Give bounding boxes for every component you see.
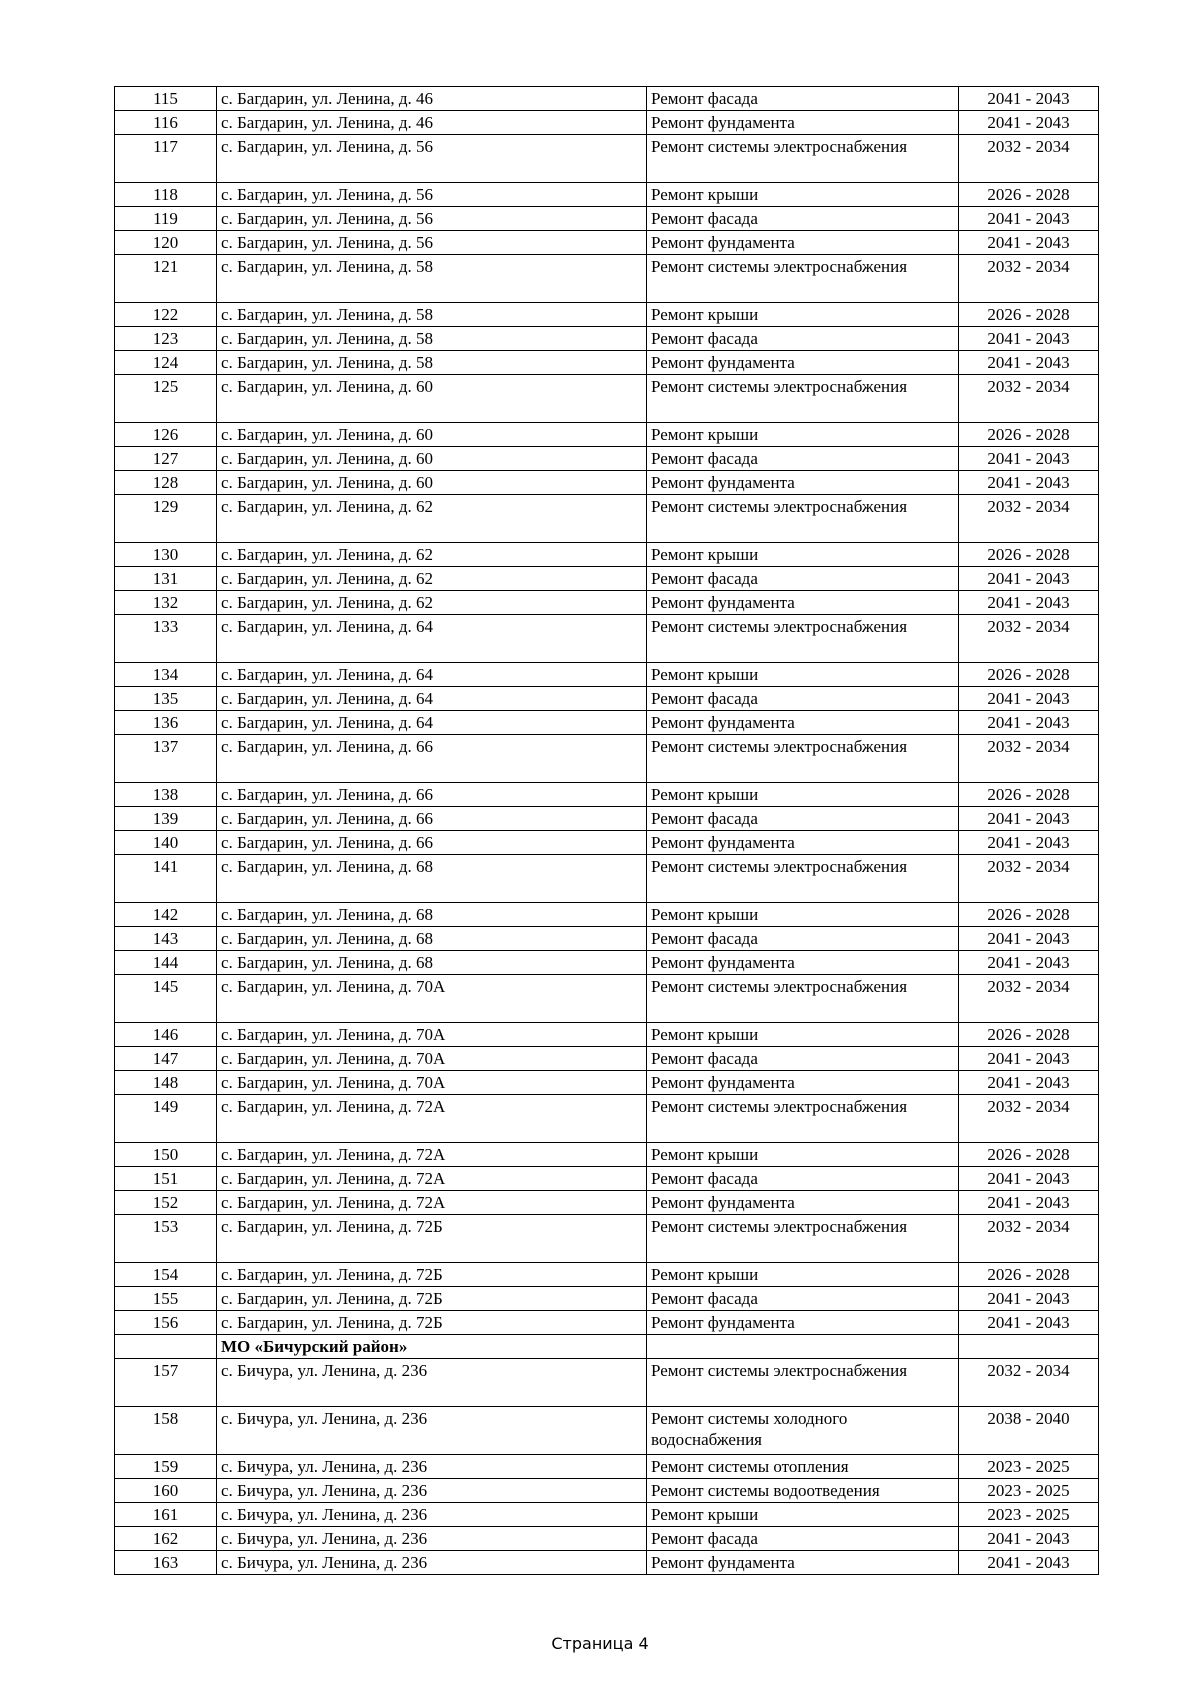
row-number-cell: 160 (115, 1479, 217, 1503)
row-number-cell: 118 (115, 183, 217, 207)
address-cell: с. Багдарин, ул. Ленина, д. 72Б (217, 1215, 647, 1263)
table-row (115, 1167, 1099, 1191)
address-cell: с. Багдарин, ул. Ленина, д. 66 (217, 735, 647, 783)
row-number-cell: 136 (115, 711, 217, 735)
row-number-cell: 115 (115, 87, 217, 111)
table-row (115, 903, 1099, 927)
period-cell: 2041 - 2043 (959, 351, 1099, 375)
work-type-cell: Ремонт системы электроснабжения (647, 1095, 959, 1143)
work-type-cell: Ремонт системы электроснабжения (647, 615, 959, 663)
row-number-cell: 125 (115, 375, 217, 423)
table-row (115, 135, 1099, 183)
period-cell: 2041 - 2043 (959, 687, 1099, 711)
address-cell: с. Багдарин, ул. Ленина, д. 72А (217, 1095, 647, 1143)
period-cell: 2041 - 2043 (959, 1527, 1099, 1551)
period-cell: 2038 - 2040 (959, 1407, 1099, 1455)
address-cell: с. Багдарин, ул. Ленина, д. 66 (217, 831, 647, 855)
work-type-cell: Ремонт фундамента (647, 951, 959, 975)
address-cell: с. Бичура, ул. Ленина, д. 236 (217, 1479, 647, 1503)
address-cell: с. Багдарин, ул. Ленина, д. 70А (217, 1047, 647, 1071)
work-type-cell: Ремонт крыши (647, 1143, 959, 1167)
period-cell: 2023 - 2025 (959, 1503, 1099, 1527)
work-type-cell: Ремонт крыши (647, 1263, 959, 1287)
period-cell: 2041 - 2043 (959, 327, 1099, 351)
row-number-cell: 163 (115, 1551, 217, 1575)
work-type-cell: Ремонт крыши (647, 663, 959, 687)
page-number: Страница 4 (551, 1634, 649, 1653)
address-cell: с. Багдарин, ул. Ленина, д. 70А (217, 1023, 647, 1047)
period-cell: 2032 - 2034 (959, 135, 1099, 183)
table-row (115, 687, 1099, 711)
table-row (115, 783, 1099, 807)
address-cell: с. Бичура, ул. Ленина, д. 236 (217, 1527, 647, 1551)
work-type-cell: Ремонт системы отопления (647, 1455, 959, 1479)
period-cell: 2041 - 2043 (959, 447, 1099, 471)
address-cell: с. Багдарин, ул. Ленина, д. 72А (217, 1143, 647, 1167)
period-cell: 2026 - 2028 (959, 183, 1099, 207)
row-number-cell: 123 (115, 327, 217, 351)
period-cell: 2041 - 2043 (959, 927, 1099, 951)
address-cell: с. Багдарин, ул. Ленина, д. 56 (217, 207, 647, 231)
period-cell: 2041 - 2043 (959, 1191, 1099, 1215)
table-row (115, 231, 1099, 255)
address-cell: с. Багдарин, ул. Ленина, д. 68 (217, 903, 647, 927)
work-type-cell: Ремонт фундамента (647, 1311, 959, 1335)
work-type-cell: Ремонт фасада (647, 687, 959, 711)
address-cell: с. Багдарин, ул. Ленина, д. 64 (217, 615, 647, 663)
work-type-cell: Ремонт фундамента (647, 591, 959, 615)
table-row (115, 1359, 1099, 1407)
table-row (115, 1095, 1099, 1143)
work-type-cell: Ремонт фасада (647, 87, 959, 111)
address-cell: с. Бичура, ул. Ленина, д. 236 (217, 1359, 647, 1407)
work-type-cell: Ремонт фасада (647, 327, 959, 351)
work-type-cell: Ремонт крыши (647, 783, 959, 807)
period-cell: 2026 - 2028 (959, 1143, 1099, 1167)
address-cell: с. Багдарин, ул. Ленина, д. 64 (217, 663, 647, 687)
table-row (115, 1263, 1099, 1287)
address-cell: с. Багдарин, ул. Ленина, д. 62 (217, 591, 647, 615)
address-cell: с. Багдарин, ул. Ленина, д. 56 (217, 135, 647, 183)
table-row (115, 1311, 1099, 1335)
row-number-cell: 131 (115, 567, 217, 591)
work-type-cell: Ремонт фундамента (647, 351, 959, 375)
table-row (115, 471, 1099, 495)
row-number-cell: 162 (115, 1527, 217, 1551)
row-number-cell: 119 (115, 207, 217, 231)
work-type-cell: Ремонт крыши (647, 423, 959, 447)
period-cell: 2026 - 2028 (959, 423, 1099, 447)
period-cell: 2032 - 2034 (959, 855, 1099, 903)
row-number-cell: 122 (115, 303, 217, 327)
table-row (115, 1143, 1099, 1167)
table-row (115, 1023, 1099, 1047)
table-row (115, 303, 1099, 327)
work-type-cell: Ремонт крыши (647, 543, 959, 567)
work-type-cell: Ремонт фасада (647, 927, 959, 951)
address-cell: с. Багдарин, ул. Ленина, д. 56 (217, 183, 647, 207)
address-cell: с. Багдарин, ул. Ленина, д. 72Б (217, 1287, 647, 1311)
period-cell: 2041 - 2043 (959, 1311, 1099, 1335)
work-type-cell: Ремонт системы электроснабжения (647, 975, 959, 1023)
row-number-cell: 121 (115, 255, 217, 303)
address-cell: с. Багдарин, ул. Ленина, д. 72Б (217, 1311, 647, 1335)
work-type-cell: Ремонт системы электроснабжения (647, 855, 959, 903)
work-type-cell: Ремонт крыши (647, 303, 959, 327)
table-row (115, 207, 1099, 231)
period-cell: 2026 - 2028 (959, 663, 1099, 687)
address-cell: с. Багдарин, ул. Ленина, д. 60 (217, 471, 647, 495)
address-cell: с. Бичура, ул. Ленина, д. 236 (217, 1455, 647, 1479)
period-cell: 2032 - 2034 (959, 1359, 1099, 1407)
row-number-cell: 140 (115, 831, 217, 855)
table-row (115, 375, 1099, 423)
work-type-cell: Ремонт фундамента (647, 1071, 959, 1095)
table-row (115, 327, 1099, 351)
address-cell: с. Багдарин, ул. Ленина, д. 64 (217, 687, 647, 711)
period-cell: 2041 - 2043 (959, 711, 1099, 735)
row-number-cell: 153 (115, 1215, 217, 1263)
table-row (115, 255, 1099, 303)
table-row (115, 447, 1099, 471)
work-type-cell: Ремонт системы электроснабжения (647, 1215, 959, 1263)
table-row (115, 1455, 1099, 1479)
address-cell: с. Бичура, ул. Ленина, д. 236 (217, 1503, 647, 1527)
address-cell: с. Багдарин, ул. Ленина, д. 62 (217, 495, 647, 543)
row-number-cell: 135 (115, 687, 217, 711)
work-type-cell: Ремонт системы электроснабжения (647, 1359, 959, 1407)
period-cell: 2041 - 2043 (959, 1551, 1099, 1575)
row-number-cell: 151 (115, 1167, 217, 1191)
period-cell: 2041 - 2043 (959, 807, 1099, 831)
table-row (115, 615, 1099, 663)
period-cell: 2026 - 2028 (959, 1263, 1099, 1287)
work-type-cell: Ремонт системы электроснабжения (647, 375, 959, 423)
period-cell: 2041 - 2043 (959, 951, 1099, 975)
address-cell: с. Багдарин, ул. Ленина, д. 58 (217, 255, 647, 303)
row-number-cell: 159 (115, 1455, 217, 1479)
row-number-cell: 138 (115, 783, 217, 807)
period-cell: 2041 - 2043 (959, 231, 1099, 255)
row-number-cell: 143 (115, 927, 217, 951)
row-number-cell: 120 (115, 231, 217, 255)
work-type-cell: Ремонт фасада (647, 207, 959, 231)
address-cell: с. Багдарин, ул. Ленина, д. 68 (217, 855, 647, 903)
row-number-cell: 134 (115, 663, 217, 687)
table-row (115, 975, 1099, 1023)
address-cell: с. Багдарин, ул. Ленина, д. 64 (217, 711, 647, 735)
table-row (115, 1215, 1099, 1263)
row-number-cell: 161 (115, 1503, 217, 1527)
period-cell: 2032 - 2034 (959, 255, 1099, 303)
period-cell: 2032 - 2034 (959, 375, 1099, 423)
work-type-cell: Ремонт системы электроснабжения (647, 255, 959, 303)
table-row (115, 495, 1099, 543)
address-cell: с. Багдарин, ул. Ленина, д. 72Б (217, 1263, 647, 1287)
period-cell: 2041 - 2043 (959, 591, 1099, 615)
row-number-cell: 157 (115, 1359, 217, 1407)
work-type-cell: Ремонт фундамента (647, 231, 959, 255)
period-cell: 2041 - 2043 (959, 1287, 1099, 1311)
work-type-cell: Ремонт фасада (647, 807, 959, 831)
work-type-cell: Ремонт фасада (647, 567, 959, 591)
address-cell: с. Багдарин, ул. Ленина, д. 68 (217, 927, 647, 951)
work-type-cell: Ремонт крыши (647, 903, 959, 927)
table-row (115, 1191, 1099, 1215)
row-number-cell: 142 (115, 903, 217, 927)
address-cell: с. Багдарин, ул. Ленина, д. 46 (217, 87, 647, 111)
work-type-cell: Ремонт крыши (647, 1503, 959, 1527)
address-cell: с. Багдарин, ул. Ленина, д. 58 (217, 303, 647, 327)
period-cell: 2041 - 2043 (959, 831, 1099, 855)
address-cell: с. Багдарин, ул. Ленина, д. 66 (217, 807, 647, 831)
address-cell: с. Багдарин, ул. Ленина, д. 66 (217, 783, 647, 807)
table-row (115, 807, 1099, 831)
period-cell: 2041 - 2043 (959, 207, 1099, 231)
table-row (115, 951, 1099, 975)
table-row (115, 1071, 1099, 1095)
work-type-cell: Ремонт фасада (647, 1047, 959, 1071)
period-cell: 2023 - 2025 (959, 1479, 1099, 1503)
row-number-cell: 149 (115, 1095, 217, 1143)
row-number-cell: 127 (115, 447, 217, 471)
table-row (115, 927, 1099, 951)
period-cell: 2026 - 2028 (959, 1023, 1099, 1047)
address-cell: с. Багдарин, ул. Ленина, д. 58 (217, 351, 647, 375)
table-row (115, 567, 1099, 591)
work-type-cell: Ремонт фундамента (647, 1191, 959, 1215)
period-cell (959, 1335, 1099, 1359)
address-cell: с. Багдарин, ул. Ленина, д. 70А (217, 975, 647, 1023)
table-row (115, 1551, 1099, 1575)
row-number-cell: 130 (115, 543, 217, 567)
address-cell: с. Багдарин, ул. Ленина, д. 58 (217, 327, 647, 351)
address-cell: с. Бичура, ул. Ленина, д. 236 (217, 1551, 647, 1575)
work-type-cell: Ремонт фасада (647, 1527, 959, 1551)
period-cell: 2032 - 2034 (959, 735, 1099, 783)
row-number-cell: 155 (115, 1287, 217, 1311)
period-cell: 2026 - 2028 (959, 303, 1099, 327)
work-type-cell: Ремонт крыши (647, 183, 959, 207)
period-cell: 2023 - 2025 (959, 1455, 1099, 1479)
period-cell: 2032 - 2034 (959, 1215, 1099, 1263)
work-type-cell: Ремонт системы электроснабжения (647, 135, 959, 183)
table-row (115, 1479, 1099, 1503)
row-number-cell: 126 (115, 423, 217, 447)
work-type-cell: Ремонт фундамента (647, 111, 959, 135)
row-number-cell: 128 (115, 471, 217, 495)
table-row (115, 1287, 1099, 1311)
address-cell: с. Багдарин, ул. Ленина, д. 72А (217, 1191, 647, 1215)
period-cell: 2041 - 2043 (959, 111, 1099, 135)
table-row (115, 831, 1099, 855)
work-type-cell: Ремонт системы холодного водоснабжения (647, 1407, 959, 1455)
work-type-cell: Ремонт системы электроснабжения (647, 735, 959, 783)
period-cell: 2041 - 2043 (959, 1071, 1099, 1095)
work-type-cell: Ремонт крыши (647, 1023, 959, 1047)
address-cell: с. Бичура, ул. Ленина, д. 236 (217, 1407, 647, 1455)
table-row (115, 351, 1099, 375)
address-cell: с. Багдарин, ул. Ленина, д. 70А (217, 1071, 647, 1095)
address-cell: с. Багдарин, ул. Ленина, д. 62 (217, 567, 647, 591)
row-number-cell: 145 (115, 975, 217, 1023)
table-row (115, 423, 1099, 447)
row-number-cell: 158 (115, 1407, 217, 1455)
section-header-row (115, 1335, 1099, 1359)
address-cell: с. Багдарин, ул. Ленина, д. 60 (217, 447, 647, 471)
address-cell: с. Багдарин, ул. Ленина, д. 62 (217, 543, 647, 567)
table-row (115, 183, 1099, 207)
table-row (115, 735, 1099, 783)
row-number-cell: 154 (115, 1263, 217, 1287)
row-number-cell (115, 1335, 217, 1359)
work-type-cell (647, 1335, 959, 1359)
address-cell: с. Багдарин, ул. Ленина, д. 46 (217, 111, 647, 135)
table-row (115, 1503, 1099, 1527)
row-number-cell: 129 (115, 495, 217, 543)
address-cell: с. Багдарин, ул. Ленина, д. 68 (217, 951, 647, 975)
work-type-cell: Ремонт фасада (647, 1287, 959, 1311)
work-type-cell: Ремонт системы электроснабжения (647, 495, 959, 543)
row-number-cell: 141 (115, 855, 217, 903)
table-row (115, 543, 1099, 567)
table-row (115, 663, 1099, 687)
section-title: МО «Бичурский район» (217, 1335, 647, 1359)
row-number-cell: 137 (115, 735, 217, 783)
work-type-cell: Ремонт фундамента (647, 1551, 959, 1575)
row-number-cell: 148 (115, 1071, 217, 1095)
period-cell: 2026 - 2028 (959, 783, 1099, 807)
table-row (115, 1047, 1099, 1071)
period-cell: 2032 - 2034 (959, 615, 1099, 663)
row-number-cell: 152 (115, 1191, 217, 1215)
row-number-cell: 132 (115, 591, 217, 615)
period-cell: 2026 - 2028 (959, 903, 1099, 927)
row-number-cell: 139 (115, 807, 217, 831)
row-number-cell: 147 (115, 1047, 217, 1071)
table-row (115, 855, 1099, 903)
address-cell: с. Багдарин, ул. Ленина, д. 60 (217, 423, 647, 447)
address-cell: с. Багдарин, ул. Ленина, д. 72А (217, 1167, 647, 1191)
row-number-cell: 150 (115, 1143, 217, 1167)
row-number-cell: 116 (115, 111, 217, 135)
table-row (115, 711, 1099, 735)
table-body (115, 87, 1099, 1575)
period-cell: 2041 - 2043 (959, 87, 1099, 111)
period-cell: 2026 - 2028 (959, 543, 1099, 567)
work-type-cell: Ремонт системы водоотведения (647, 1479, 959, 1503)
row-number-cell: 156 (115, 1311, 217, 1335)
period-cell: 2032 - 2034 (959, 1095, 1099, 1143)
work-type-cell: Ремонт фасада (647, 447, 959, 471)
row-number-cell: 146 (115, 1023, 217, 1047)
period-cell: 2041 - 2043 (959, 1047, 1099, 1071)
table-row (115, 1527, 1099, 1551)
table-row (115, 591, 1099, 615)
row-number-cell: 117 (115, 135, 217, 183)
period-cell: 2032 - 2034 (959, 975, 1099, 1023)
table-row (115, 111, 1099, 135)
period-cell: 2032 - 2034 (959, 495, 1099, 543)
address-cell: с. Багдарин, ул. Ленина, д. 60 (217, 375, 647, 423)
work-type-cell: Ремонт фундамента (647, 471, 959, 495)
work-type-cell: Ремонт фундамента (647, 711, 959, 735)
table-row (115, 1407, 1099, 1455)
period-cell: 2041 - 2043 (959, 471, 1099, 495)
row-number-cell: 144 (115, 951, 217, 975)
row-number-cell: 133 (115, 615, 217, 663)
address-cell: с. Багдарин, ул. Ленина, д. 56 (217, 231, 647, 255)
period-cell: 2041 - 2043 (959, 1167, 1099, 1191)
repair-schedule-table (114, 86, 1099, 1575)
row-number-cell: 124 (115, 351, 217, 375)
work-type-cell: Ремонт фундамента (647, 831, 959, 855)
work-type-cell: Ремонт фасада (647, 1167, 959, 1191)
period-cell: 2041 - 2043 (959, 567, 1099, 591)
table-row (115, 87, 1099, 111)
